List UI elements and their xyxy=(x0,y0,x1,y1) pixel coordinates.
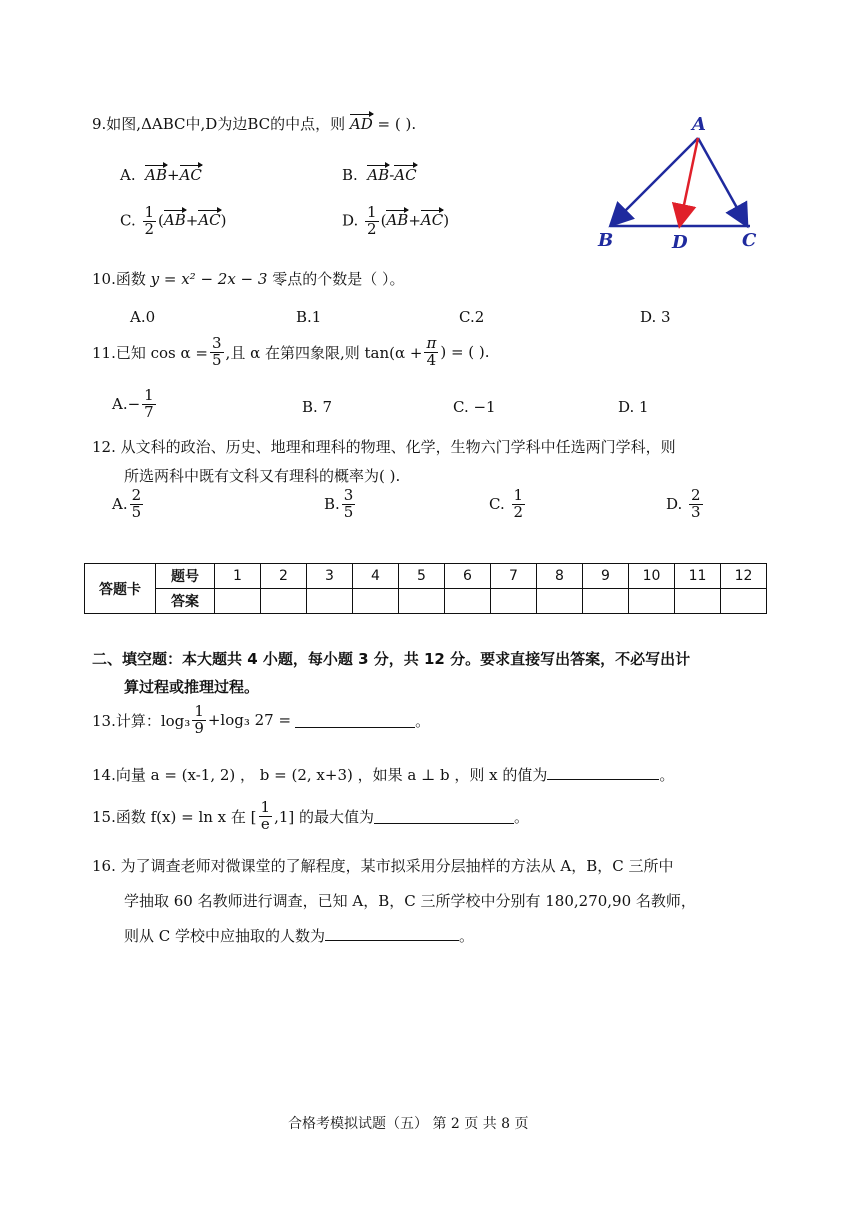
question-number: 12 xyxy=(721,564,767,589)
q11-option-d: D. 1 xyxy=(618,398,649,416)
q10-stem xyxy=(92,268,404,289)
q10-option-c: C.2 xyxy=(459,308,485,326)
vector-ab xyxy=(612,138,698,224)
q12-d-n: 2 xyxy=(691,486,701,504)
q15-frac-d: e xyxy=(260,814,270,833)
q13-answer-blank[interactable] xyxy=(295,713,415,728)
answer-cell[interactable] xyxy=(629,589,675,614)
q12-c-n: 1 xyxy=(513,486,524,504)
question-number: 8 xyxy=(537,564,583,589)
question-number: 9 xyxy=(583,564,629,589)
answer-card-number-label: 题号 xyxy=(156,564,215,589)
answer-card-row-answers xyxy=(85,589,767,614)
q14-answer-blank[interactable] xyxy=(547,765,659,780)
page-footer: 合格考模拟试题（五） 第 2 页 共 8 页 xyxy=(288,1116,529,1132)
answer-card-title: 答题卡 xyxy=(85,564,156,614)
q10-expr: y = x² − 2x − 3 xyxy=(150,270,268,288)
q12-option-a xyxy=(112,488,145,521)
q12-option-c-frac xyxy=(512,488,526,521)
q11-option-b: B. 7 xyxy=(302,398,333,416)
q11-post: ) = ( ). xyxy=(440,343,490,362)
q12-line1: 12. 从文科的政治、历史、地理和理科的物理、化学，生物六门学科中任选两门学科，则 xyxy=(92,438,676,456)
q9-option-b xyxy=(342,166,417,184)
q15-answer-blank[interactable] xyxy=(374,809,514,824)
answer-card-table xyxy=(84,563,767,614)
answer-cell[interactable] xyxy=(721,589,767,614)
q11-mid: ,且 α 在第四象限,则 tan(α + xyxy=(225,343,423,362)
q9-paren: = ( ). xyxy=(377,115,417,133)
q13-end: 。 xyxy=(415,711,431,730)
question-number: 7 xyxy=(491,564,537,589)
label-a: A xyxy=(692,114,706,135)
q16-line1: 16. 为了调查老师对微课堂的了解程度，某市拟采用分层抽样的方法从 A，B，C 三所中 xyxy=(92,857,674,875)
q9-b-ab: AB xyxy=(367,166,390,184)
q9-a-op: + xyxy=(167,166,180,184)
q15-pre: 15.函数 f(x) = ln x 在 [ xyxy=(92,807,257,826)
q13-frac-d: 9 xyxy=(194,718,204,737)
label-c: C xyxy=(742,230,757,251)
q13-frac xyxy=(192,704,206,737)
answer-card-answer-label: 答案 xyxy=(156,589,215,614)
q12-option-b-label: B. xyxy=(324,495,340,514)
q9-stem xyxy=(92,113,416,134)
q9-c-op: + xyxy=(185,211,199,230)
q9-stem-text: 9.如图,ΔABC中,D为边BC的中点，则 xyxy=(92,115,346,133)
q12-option-d-label: D. xyxy=(666,495,683,514)
answer-card-row-numbers xyxy=(85,564,767,589)
q12-option-d xyxy=(666,488,705,521)
q15-end: 。 xyxy=(514,807,530,826)
q11-frac-pi-d: 4 xyxy=(426,350,437,369)
question-number: 6 xyxy=(445,564,491,589)
q11-frac-cos-n: 3 xyxy=(212,334,222,352)
q9-option-b-label: B. xyxy=(342,166,358,184)
q9-b-ac: AC xyxy=(394,166,417,184)
q9-c-half-n: 1 xyxy=(144,203,155,221)
q9-d-half-d: 2 xyxy=(367,219,377,238)
q14 xyxy=(92,764,674,785)
q9-c-ab: AB xyxy=(163,211,186,230)
q15-post: ,1] 的最大值为 xyxy=(274,807,375,826)
q10-post: 零点的个数是（ ）。 xyxy=(267,270,405,288)
q12-a-d: 5 xyxy=(131,502,142,521)
section2-heading-line1: 二、填空题：本大题共 4 小题，每小题 3 分，共 12 分。要求直接写出答案，不必写出计 xyxy=(92,650,691,668)
q9-option-a xyxy=(120,166,202,184)
q12-option-a-label: A. xyxy=(112,495,128,514)
q9-d-ab: AB xyxy=(386,211,409,230)
answer-cell[interactable] xyxy=(583,589,629,614)
question-number: 1 xyxy=(215,564,261,589)
answer-cell[interactable] xyxy=(307,589,353,614)
question-number: 3 xyxy=(307,564,353,589)
question-number: 11 xyxy=(675,564,721,589)
q12-option-d-frac xyxy=(689,488,703,521)
q9-option-d-label: D. xyxy=(342,211,359,230)
answer-cell[interactable] xyxy=(215,589,261,614)
q11-option-a-frac xyxy=(142,388,156,421)
q13 xyxy=(92,704,430,737)
q9-c-half xyxy=(143,205,157,238)
q13-pre: 13.计算：log₃ xyxy=(92,711,191,730)
q12-option-c-label: C. xyxy=(489,495,505,514)
q11-a-n: 1 xyxy=(144,386,154,404)
q12-c-d: 2 xyxy=(513,502,524,521)
q11-frac-cos xyxy=(210,336,224,369)
label-d: D xyxy=(672,232,688,253)
q11-frac-pi-n: π xyxy=(426,334,437,352)
q9-c-ac: AC xyxy=(198,211,221,230)
answer-cell[interactable] xyxy=(675,589,721,614)
q12-option-a-frac xyxy=(130,488,144,521)
q12-a-n: 2 xyxy=(131,486,142,504)
q11-pre: 11.已知 cos α = xyxy=(92,343,208,362)
question-number: 2 xyxy=(261,564,307,589)
q11-option-a xyxy=(112,388,158,421)
answer-cell[interactable] xyxy=(445,589,491,614)
q9-d-half xyxy=(365,205,379,238)
q9-option-c-label: C. xyxy=(120,211,136,230)
q15-frac-n: 1 xyxy=(260,798,271,816)
q12-b-n: 3 xyxy=(343,486,354,504)
triangle-figure xyxy=(590,108,770,253)
q10-option-b: B.1 xyxy=(296,308,322,326)
q9-option-a-label: A. xyxy=(120,166,136,184)
q9-b-op: - xyxy=(389,166,395,184)
q9-option-d: D. $\frac{1}{2}$ (AB+AC) xyxy=(342,203,450,238)
q9-d-ac: AC xyxy=(420,211,444,230)
q12-d-d: 3 xyxy=(691,502,701,521)
q16-line3 xyxy=(124,925,474,946)
q12-option-b-frac xyxy=(342,488,356,521)
answer-cell[interactable] xyxy=(399,589,445,614)
q16-line2: 学抽取 60 名教师进行调查，已知 A，B，C 三所学校中分别有 180,270,90 名教师， xyxy=(124,892,696,910)
q11-frac-cos-d: 5 xyxy=(212,350,222,369)
q9-option-c: C. $\frac{1}{2}$ (AB+AC) xyxy=(120,203,227,238)
q9-d-half-n: 1 xyxy=(367,203,377,221)
q12-option-b xyxy=(324,488,357,521)
q14-text: 14.向量 a = (x-1, 2) ， b = (2, x+3) ，如果 a ⊥ b ，则 x 的值为 xyxy=(92,766,548,784)
q9-a-ac: AC xyxy=(179,166,202,184)
q14-end: 。 xyxy=(659,766,675,784)
q13-frac-n: 1 xyxy=(194,702,204,720)
q11-option-a-label: A.− xyxy=(112,395,141,414)
q15 xyxy=(92,800,529,833)
q12-b-d: 5 xyxy=(343,502,354,521)
q12-option-c xyxy=(489,488,527,521)
q16-end: 。 xyxy=(459,927,475,945)
q9-d-op: + xyxy=(408,211,421,230)
answer-cell[interactable] xyxy=(491,589,537,614)
question-number: 4 xyxy=(353,564,399,589)
q11-frac-pi xyxy=(424,336,438,369)
q11-stem xyxy=(92,336,490,369)
q9-vec-ad: AD xyxy=(349,115,373,133)
label-b: B xyxy=(598,230,614,251)
answer-cell[interactable] xyxy=(261,589,307,614)
q11-option-c: C. −1 xyxy=(453,398,496,416)
answer-cell[interactable] xyxy=(353,589,399,614)
answer-cell[interactable] xyxy=(537,589,583,614)
q16-line3-text: 则从 C 学校中应抽取的人数为 xyxy=(124,927,326,945)
q11-a-d: 7 xyxy=(144,402,154,421)
q13-post: +log₃ 27 = xyxy=(207,711,292,730)
q9-c-half-d: 2 xyxy=(144,219,155,238)
q15-frac xyxy=(259,800,273,833)
question-number: 5 xyxy=(399,564,445,589)
q12-line2: 所选两科中既有文科又有理科的概率为( ). xyxy=(124,467,401,485)
vector-ac xyxy=(698,138,746,224)
section2-heading-line2: 算过程或推理过程。 xyxy=(124,678,260,696)
q10-option-d: D. 3 xyxy=(640,308,671,326)
q10-pre: 10.函数 xyxy=(92,270,151,288)
q16-answer-blank[interactable] xyxy=(325,926,459,941)
vector-ad xyxy=(680,138,698,224)
q10-option-a: A.0 xyxy=(130,308,156,326)
q9-a-ab: AB xyxy=(145,166,168,184)
question-number: 10 xyxy=(629,564,675,589)
